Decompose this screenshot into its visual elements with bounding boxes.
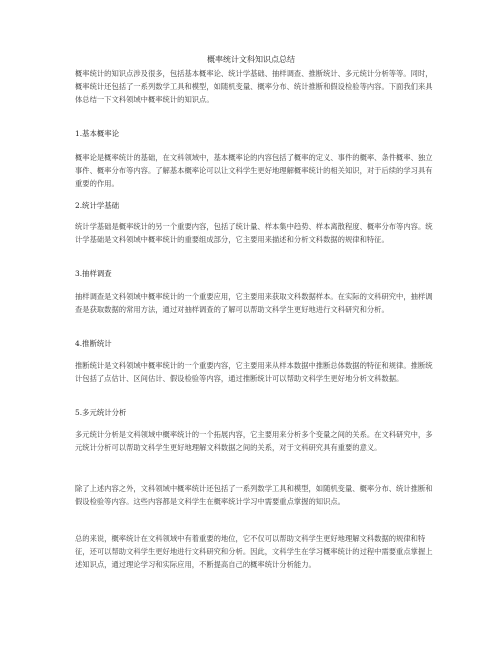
section-heading-2: 2.统计学基础 — [75, 201, 120, 210]
section-heading-3: 3.抽样调查 — [75, 269, 112, 278]
section-heading-4: 4.推断统计 — [75, 339, 112, 348]
intro-paragraph: 概率统计的知识点涉及很多，包括基本概率论、统计学基础、抽样调查、推断统计、多元统计分析等等。同时，概率统计还包括了一系列数学工具和模型，如随机变量、概率分布、统计推断和假设检验等内容。下面我们来具体总结一下文科领域中概率统计的知识点。 — [75, 69, 433, 104]
section-heading-5: 5.多元统计分析 — [75, 408, 127, 417]
section-heading-1: 1.基本概率论 — [75, 129, 120, 138]
section-body-4: 推断统计是文科领域中概率统计的一个重要内容，它主要用来从样本数据中推断总体数据的特征和规律。推断统计包括了点估计、区间估计、假设检验等内容，通过推断统计可以帮助文科学生更好地分析文科数据。 — [75, 361, 433, 383]
section-body-2: 统计学基础是概率统计的另一个重要内容，包括了统计量、样本集中趋势、样本离散程度、概率分布等内容。统计学基础是文科领域中概率统计的重要组成部分，它主要用来描述和分析文科数据的规律和特征。 — [75, 222, 433, 244]
document-title: 概率统计文科知识点总结 — [207, 55, 295, 64]
closing-paragraph-2: 总的来说，概率统计在文科领域中有着重要的地位，它不仅可以帮助文科学生更好地理解文科数据的规律和特征，还可以帮助文科学生更好地进行文科研究和分析。因此，文科学生在学习概率统计的过程中需要重点掌握上述知识点，通过理论学习和实际应用，不断提高自己的概率统计分析能力。 — [75, 534, 433, 569]
section-body-3: 抽样调查是文科领域中概率统计的一个重要应用，它主要用来获取文科数据样本。在实际的文科研究中，抽样调查是获取数据的常用方法，通过对抽样调查的了解可以帮助文科学生更好地进行文科研究和分析。 — [75, 292, 433, 314]
section-body-1: 概率论是概率统计的基础，在文科领域中，基本概率论的内容包括了概率的定义、事件的概率、条件概率、独立事件、概率分布等内容。了解基本概率论可以让文科学生更好地理解概率统计的相关知识，对于后续的学习具有重要的作用。 — [75, 153, 433, 188]
section-body-5: 多元统计分析是文科领域中概率统计的一个拓展内容，它主要用来分析多个变量之间的关系。在文科研究中，多元统计分析可以帮助文科学生更好地理解文科数据之间的关系，对于文科研究具有重要的意义。 — [75, 430, 433, 452]
closing-paragraph-1: 除了上述内容之外，文科领域中概率统计还包括了一系列数学工具和模型，如随机变量、概率分布、统计推断和假设检验等内容。这些内容都是文科学生在概率统计学习中需要重点掌握的知识点。 — [75, 484, 433, 506]
